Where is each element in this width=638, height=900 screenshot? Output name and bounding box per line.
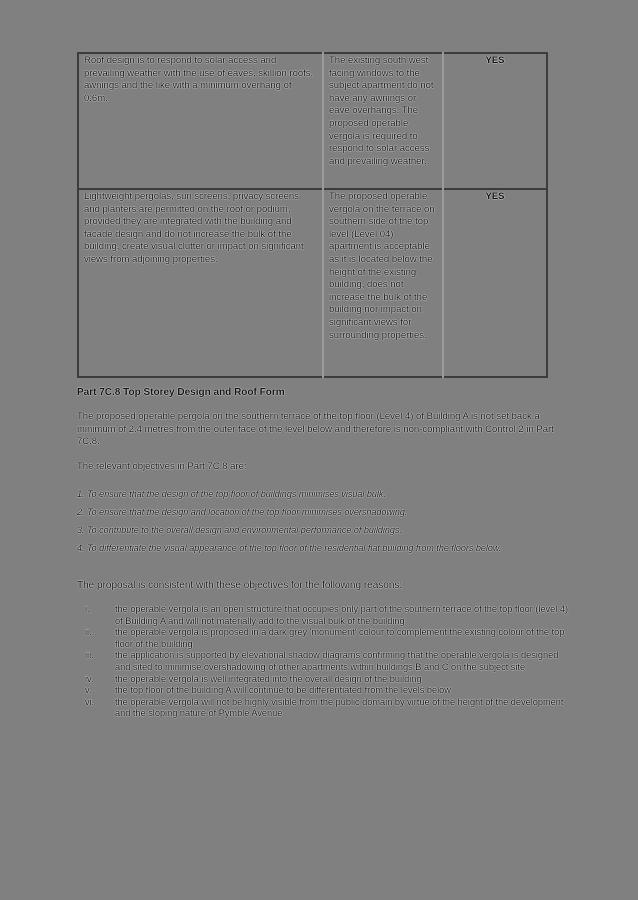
list-number: i. — [85, 604, 90, 614]
complies-cell: YES — [485, 55, 505, 66]
objective-item: 1. To ensure that the design of the top floor of buildings minimises visual bulk. — [77, 489, 386, 499]
control-cell: Roof design is to respond to solar access and prevailing weather with the use of eaves, skillion roofs, awnings and the like with a minimum overhang of 0.6m. — [78, 53, 323, 189]
list-number: v. — [85, 685, 92, 696]
list-item — [77, 627, 572, 650]
list-item — [77, 674, 572, 686]
objective-item: 3. To contribute to the overall design and environmental performance of buildings. — [77, 525, 402, 535]
control-cell: Lightweight pergolas, sun screens, privacy screens and planters are permitted on the roof or podium, provided they are integrated with the building and facade design and do not increase the bulk of the building, create visual clutter or impact on significant views from adjoining properties. — [78, 189, 323, 377]
list-item — [77, 697, 572, 720]
list-text: the operable vergola will not be highly visible from the public domain by virtue of the height of the development and the sloping nature of Pymble Avenue — [115, 696, 564, 719]
list-text: the operable vergola is well integrated into the overall design of the building — [115, 673, 422, 684]
objective-item: 2. To ensure that the design and location of the top floor minimises overshadowing. — [77, 507, 408, 517]
list-item — [77, 685, 572, 697]
complies-cell: YES — [443, 189, 547, 377]
list-number: iv. — [85, 673, 94, 684]
reasons-list — [77, 604, 572, 720]
comment-cell: The existing south west facing windows to the subject apartment do not have any awnings or eave overhangs. The proposed operable vergola is required to respond to solar access and prevailing weather. — [323, 53, 443, 189]
list-number: ii. — [85, 627, 92, 638]
intro-paragraph: The proposed operable pergola on the southern terrace of the top floor (Level 4) of Building A is not set back a minimum of 2.4 metres from the outer face of the level below and therefore is non-compliant with Control 2 in Part 7C.8. — [77, 411, 554, 448]
consistency-intro: The proposal is consistent with these objectives for the following reasons: — [77, 580, 403, 591]
list-number: vi. — [85, 696, 95, 707]
objectives-intro: The relevant objectives in Part 7C.8 are: — [77, 461, 247, 472]
section-heading: Part 7C.8 Top Storey Design and Roof Form — [77, 387, 285, 398]
objective-item: 4. To differentiate the visual appearance of the top floor of the residential flat building from the floors below. — [77, 543, 502, 553]
list-item — [77, 650, 572, 673]
comment-cell: The proposed operable vergola on the terrace on southern side of the top level (Level 04) apartment is acceptable as it is located below the height of the existing building, does not increase the bulk of the building nor impact on significant views for surrounding properties. — [323, 189, 443, 377]
list-number: iii. — [85, 650, 94, 661]
assessment-table — [77, 52, 548, 378]
table-row — [78, 189, 547, 377]
list-text: the operable vergola is proposed in a dark grey 'monument' colour to complement the existing colour of the top floor of the building — [115, 627, 565, 649]
list-text: the application is supported by elevational shadow diagrams confirming that the operable vergola is designed and sited to minimise overshadowing of other apartments within buildings B and C on the subject site — [115, 650, 559, 672]
list-item — [77, 604, 572, 627]
list-text: the top floor of the building A will continue to be differentiated from the levels below — [115, 685, 451, 696]
table-row — [78, 53, 547, 189]
list-text: the operable vergola is an open structure that occupies only part of the southern terrace of the top floor (level 4) of Building A and will not materially add to the visual bulk of the building — [115, 604, 569, 626]
